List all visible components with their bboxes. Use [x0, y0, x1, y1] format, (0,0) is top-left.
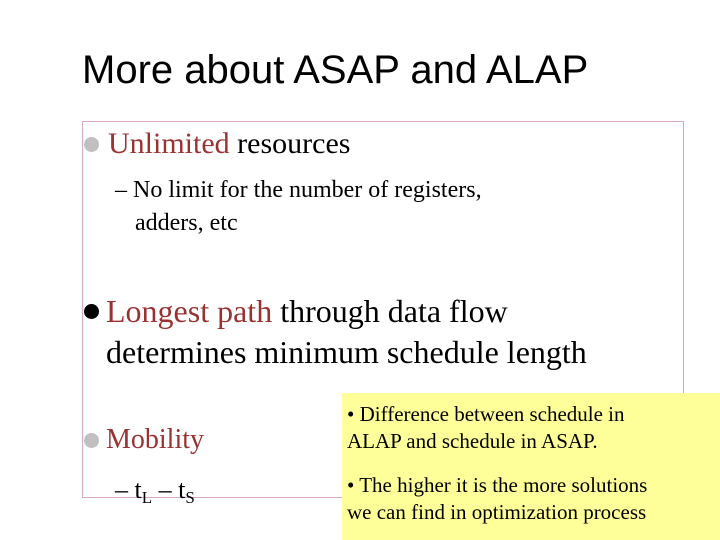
formula-sub-l: L — [141, 488, 153, 507]
bullet-unlimited-resources — [108, 125, 350, 163]
note-line: we can find in optimization process — [347, 500, 647, 524]
note-line: ALAP and schedule in ASAP. — [347, 429, 598, 453]
keyword-unlimited: Unlimited — [108, 127, 230, 160]
bullet-rest: resources — [229, 127, 351, 160]
bullet-longest-path-line2: determines minimum schedule length — [106, 334, 587, 370]
note-line: • The higher it is the more solutions — [347, 473, 648, 497]
note-box — [342, 393, 720, 540]
keyword-longest-path: Longest path — [106, 293, 273, 329]
bullet-mobility: Mobility — [106, 424, 205, 455]
sub-bullet-line-1: – No limit for the number of registers, — [115, 177, 482, 203]
formula-prefix: – t — [115, 475, 142, 504]
bullet-rest: through data flow — [272, 293, 508, 329]
bullet-dot-icon — [84, 433, 99, 448]
sub-bullet-line-2: adders, etc — [135, 210, 238, 236]
bullet-dot-icon — [84, 137, 99, 152]
note-line: • Difference between schedule in — [347, 402, 625, 426]
bullet-longest-path — [106, 291, 508, 331]
formula-mid: – t — [152, 475, 186, 504]
formula-sub-s: S — [185, 488, 195, 507]
bullet-dot-icon — [84, 304, 99, 319]
slide-title: More about ASAP and ALAP — [82, 48, 589, 92]
mobility-formula — [115, 473, 195, 515]
